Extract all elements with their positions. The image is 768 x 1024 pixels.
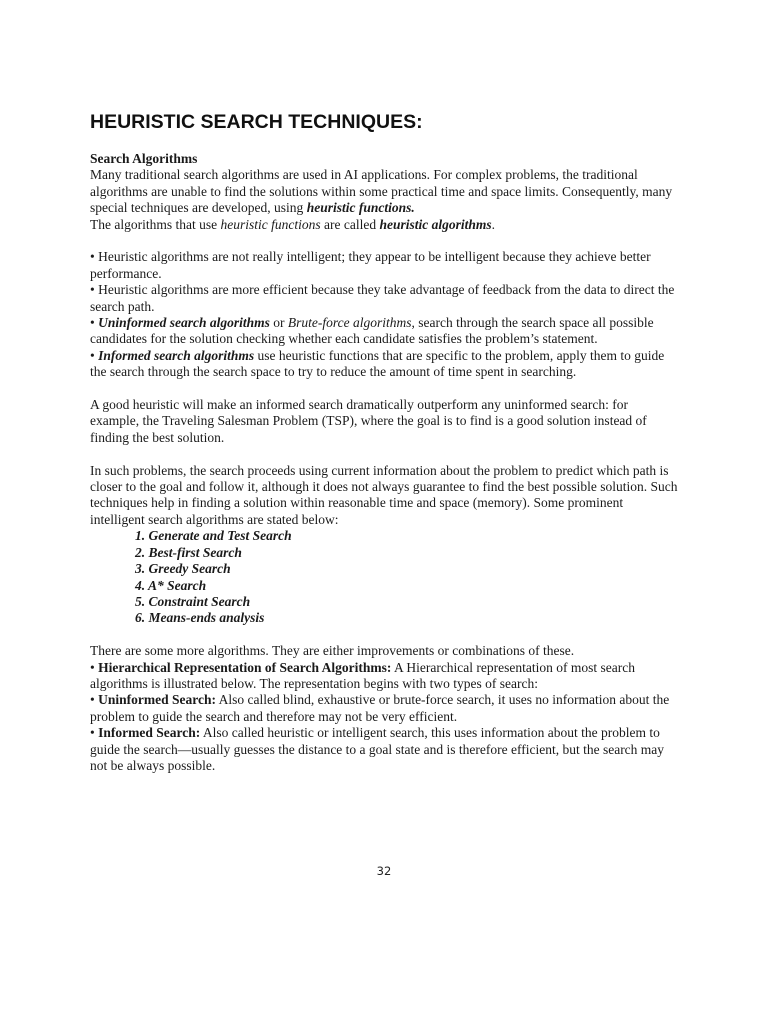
bullet-hierarchical-representation: • Hierarchical Representation of Search Algorithms: A Hierarchical representation of most search algorithms is illustrated below. The representation begins with two types of search: bbox=[90, 659, 635, 691]
bullet-not-intelligent: • Heuristic algorithms are not really intelligent; they appear to be intelligent because they achieve better performance. bbox=[90, 249, 651, 281]
more-algorithms-paragraph: There are some more algorithms. They are either improvements or combinations of these. bbox=[90, 643, 575, 659]
such-problems-paragraph: In such problems, the search proceeds using current information about the problem to predict which path is closer to the goal and follow it, although it does not always guarantee to find the best possible solution. Such techniques help in finding a solution within reasonable time and space (memory). Some prominent intelligent search algorithms are stated below: bbox=[90, 462, 678, 527]
list-item: 2. Best-first Search bbox=[135, 544, 242, 560]
list-item: 1. Generate and Test Search bbox=[135, 528, 292, 544]
bullet-uninformed-algorithms: • Uninformed search algorithms or Brute-force algorithms, search through the search space all possible candidates for the solution checking whether each candidate satisfies the problem’s statement. bbox=[90, 315, 654, 347]
bullet-informed-algorithms: • Informed search algorithms use heuristic functions that are specific to the problem, apply them to guide the search through the search space to try to reduce the amount of time spent in searching. bbox=[90, 347, 665, 380]
section-heading: Search Algorithms bbox=[90, 151, 198, 166]
intro-paragraph: Many traditional search algorithms are used in AI applications. For complex problems, the traditional algorithms are unable to find the solutions within some practical time and space limits. Consequently, many special techniques are developed, using heuristic functions. bbox=[90, 167, 673, 216]
good-heuristic-paragraph: A good heuristic will make an informed search dramatically outperform any uninformed search: for example, the Traveling Salesman Problem (TSP), where the goal is to find is a good solution instead of finding the best solution. bbox=[90, 397, 647, 445]
document-page bbox=[90, 110, 680, 774]
list-item: 3. Greedy Search bbox=[135, 561, 231, 577]
heuristic-algorithms-definition: The algorithms that use heuristic functions are called heuristic algorithms. bbox=[90, 216, 495, 232]
list-item: 4. A* Search bbox=[135, 577, 207, 593]
bullet-uninformed-search: • Uninformed Search: Also called blind, exhaustive or brute-force search, it uses no information about the problem to guide the search and therefore may not be very efficient. bbox=[90, 692, 670, 724]
list-item: 6. Means-ends analysis bbox=[135, 610, 265, 626]
page-number: 32 bbox=[376, 864, 392, 878]
bullet-informed-search: • Informed Search: Also called heuristic or intelligent search, this uses information about the problem to guide the search—usually guesses the distance to a goal state and is therefore efficient, but the search may not be always possible. bbox=[90, 725, 665, 773]
algorithm-list bbox=[90, 528, 680, 626]
bullet-more-efficient: • Heuristic algorithms are more efficient because they take advantage of feedback from the data to direct the search path. bbox=[90, 282, 675, 314]
list-item: 5. Constraint Search bbox=[135, 593, 251, 609]
page-title: HEURISTIC SEARCH TECHNIQUES: bbox=[90, 111, 423, 133]
